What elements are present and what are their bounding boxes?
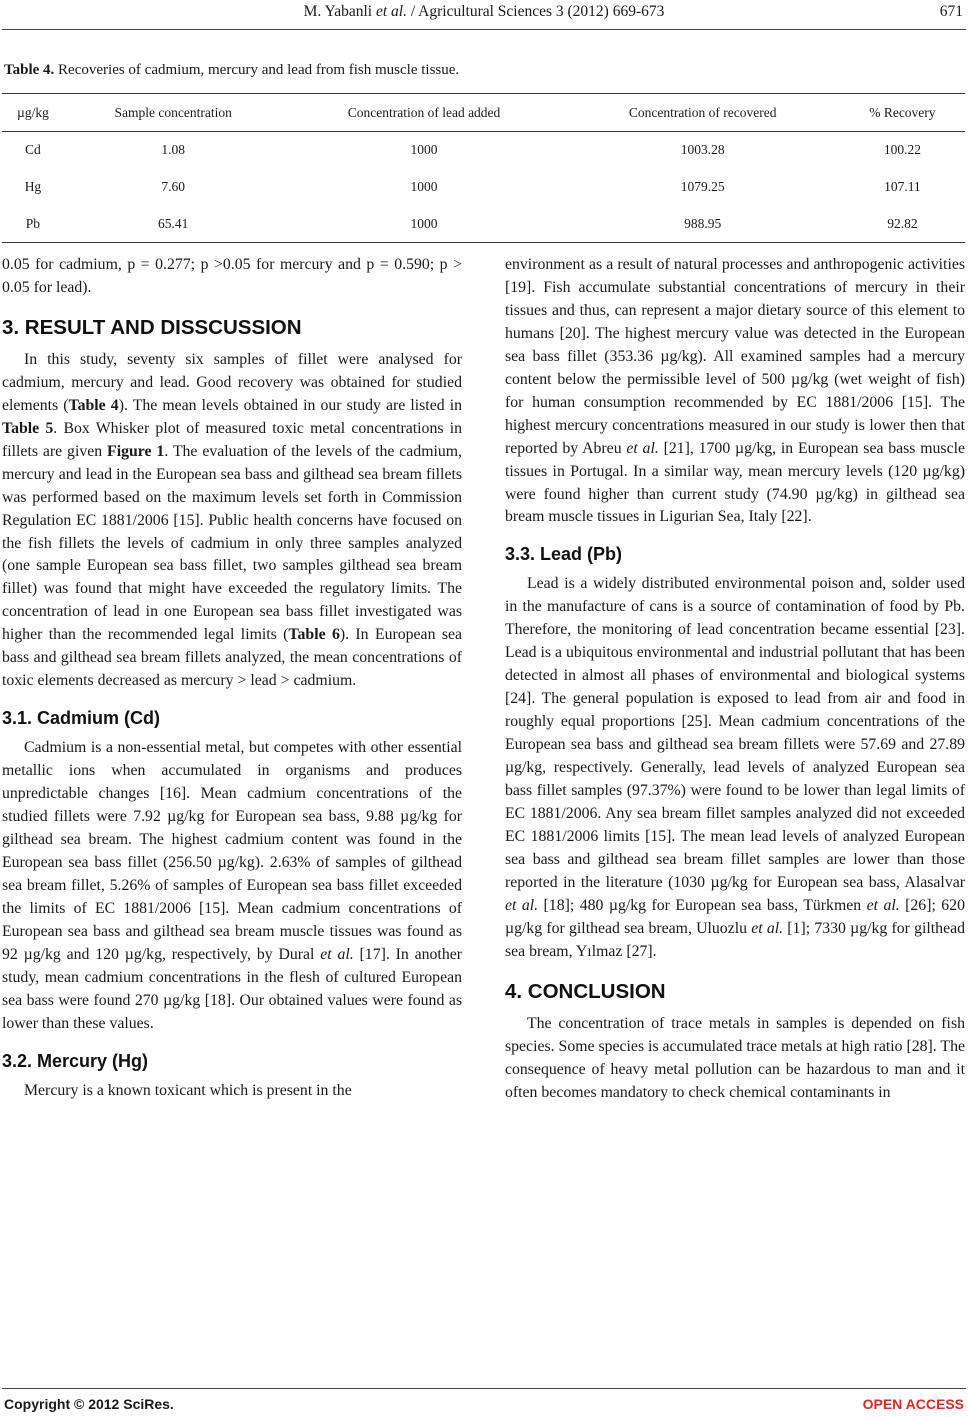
paragraph-cadmium: Cadmium is a non-essential metal, but competes with other essential metallic ions when accumulated in organisms and produces unpredictable changes [16]. Mean cadmium concentrations of the studied fillets were 7.92 µg/kg for European sea bass, 9.88 µg/kg for gilthead sea bream. The highest cadmium content was found in the European sea bass fillet (256.50 µg/kg). 2.63% of samples of gilthead sea bream fillet, 5.26% of samples of European sea bass fillet exceeded the limits of EC 1881/2006 [15]. Mean cadmium concentrations of European sea bass and gilthead sea bream muscle tissues was found as 92 µg/kg and 120 µg/kg, respectively, by Dural et al. [17]. In another study, mean cadmium concentrations in the flesh of cultured European sea bass were found 270 µg/kg [18]. Our obtained values were found as lower than these values.: [2, 739, 462, 1032]
table-cell: 988.95: [566, 205, 840, 242]
table-cell: 1079.25: [680, 179, 725, 195]
column-header: % Recovery: [840, 94, 965, 132]
running-header: [0, 3, 968, 23]
paragraph-lead: Lead is a widely distributed environmental poison and, solder used in the manufacture of cans is a source of contamination of food by Pb. Therefore, the monitoring of lead concentration became essential [23]. Lead is a ubiquitous environmental and industrial pollutant that has been detected in almost all phases of environmental and biological systems [24]. The general population is exposed to lead from air and food in roughly equal proportions [25]. Mean cadmium concentrations of the European sea bass and gilthead sea bream fillets were 57.69 and 27.89 µg/kg, respectively. Generally, lead levels of analyzed European sea bass fillet samples (97.37%) were found to be lower than legal limits of EC 1881/2006. Any sea bream fillet samples analyzed did not exceeded EC 1881/2006 limits [15]. The mean lead levels of analyzed European sea bass and gilthead sea bream fillet samples are lower than those reported in the literature (1030 µg/kg for European sea bass, Alasalvar et al. [18]; 480 µg/kg for European sea bass, Türkmen et al. [26]; 620 µg/kg for gilthead sea bream, Uluozlu et al. [1]; 7330 µg/kg for gilthead sea bream, Yılmaz [27].: [505, 575, 966, 960]
left-column: [2, 254, 462, 1103]
header-rule: [2, 29, 966, 30]
right-column: [505, 254, 965, 1104]
subsection-heading-lead: 3.3. Lead (Pb): [505, 544, 623, 565]
table-cell: Pb: [2, 205, 64, 242]
page-number: 671: [939, 3, 963, 20]
table-header-row: [2, 94, 965, 132]
table-cell: Cd: [25, 142, 41, 158]
table-row: [2, 205, 965, 242]
table-cell: 1000: [282, 205, 565, 242]
column-header: Concentration of lead added: [282, 94, 565, 132]
table-row: [2, 132, 965, 169]
table-row: [2, 169, 965, 206]
running-head: M. Yabanli et al. / Agricultural Sciences 3 (2012) 669-673: [303, 3, 665, 20]
table-cell: 1003.28: [680, 142, 725, 158]
column-header: Concentration of recovered: [566, 94, 840, 132]
paragraph-mercury: environment as a result of natural processes and anthropogenic activities [19]. Fish accumulate substantial concentrations of mercury in their tissues and thus, can represent a major dietary source of this element to humans [20]. The highest mercury value was detected in the European sea bass fillet (353.36 µg/kg). All examined samples had a mercury content below the permissible level of 500 µg/kg (wet weight of fish) for human consumption recommended by EC 1881/2006 [15]. The highest mercury concentrations measured in our study is lower then that reported by Abreu et al. [21], 1700 µg/kg, in European sea bass muscle tissues in Portugal. In a similar way, mean mercury levels (120 µg/kg) were found higher than current study (74.90 µg/kg) in gilthead sea bream muscle tissues in Ligurian Sea, Italy [22].: [505, 256, 965, 526]
table-cell: 1000: [410, 142, 438, 158]
subsection-heading-cadmium: 3.1. Cadmium (Cd): [2, 708, 161, 729]
table-cell: 107.11: [884, 179, 921, 195]
table-ref: Table 4: [68, 396, 119, 414]
section-heading-conclusion: 4. CONCLUSION: [505, 979, 666, 1003]
recovery-table: [2, 93, 965, 243]
table-cell: 1.08: [161, 142, 185, 158]
open-access-label: OPEN ACCESS: [862, 1396, 964, 1412]
paragraph-conclusion: The concentration of trace metals in samples is depended on fish species. Some species is accumulated trace metals at high ratio [28]. The consequence of heavy metal pollution can be hazardous to man and it often becomes mandatory to check chemical contaminants in: [505, 1014, 965, 1101]
table-ref: Table 5: [2, 419, 54, 437]
table-caption: Table 4. Recoveries of cadmium, mercury and lead from fish muscle tissue.: [4, 62, 460, 78]
table-cell: 7.60: [161, 179, 185, 195]
table-cell: 100.22: [883, 142, 921, 158]
column-header: µg/kg: [2, 94, 64, 132]
section-heading-results: 3. RESULT AND DISSCUSSION: [2, 315, 302, 339]
copyright-notice: Copyright © 2012 SciRes.: [4, 1396, 174, 1412]
table-cell: Hg: [24, 179, 42, 195]
figure-ref: Figure 1: [107, 442, 165, 460]
table-ref: Table 6: [288, 626, 340, 644]
table-cell: 1000: [410, 179, 438, 195]
column-header: Sample concentration: [64, 94, 283, 132]
table-cell: 92.82: [840, 205, 965, 242]
table-cell: 65.41: [64, 205, 283, 242]
paragraph-mercury-start: Mercury is a known toxicant which is present in the: [24, 1081, 352, 1099]
subsection-heading-mercury: 3.2. Mercury (Hg): [2, 1050, 149, 1071]
paragraph-results: In this study, seventy six samples of fillet were analysed for cadmium, mercury and lead. Good recovery was obtained for studied elements (Table 4). The mean levels obtained in our study are listed in Table 5. Box Whisker plot of measured toxic metal concentrations in fillets are given Figure 1. The evaluation of the levels of the cadmium, mercury and lead in the European sea bass and gilthead sea bream fillets was performed based on the maximum levels set forth in Commission Regulation EC 1881/2006 [15]. Public health concerns have focused on the fish fillets the levels of cadmium in only three samples analyzed (one sample European sea bass fillet, two samples gilthead sea bream fillet) was found that might have exceeded the regulatory limits. The concentration of lead in one European sea bass fillet investigated was higher than the recommended legal limits (Table 6). In European sea bass and gilthead sea bream fillets analyzed, the mean concentrations of toxic elements decreased as mercury > lead > cadmium.: [2, 350, 463, 690]
paragraph-continuation: 0.05 for cadmium, p = 0.277; p >0.05 for mercury and p = 0.590; p > 0.05 for lead).: [2, 256, 462, 296]
footer-rule: [2, 1388, 966, 1389]
